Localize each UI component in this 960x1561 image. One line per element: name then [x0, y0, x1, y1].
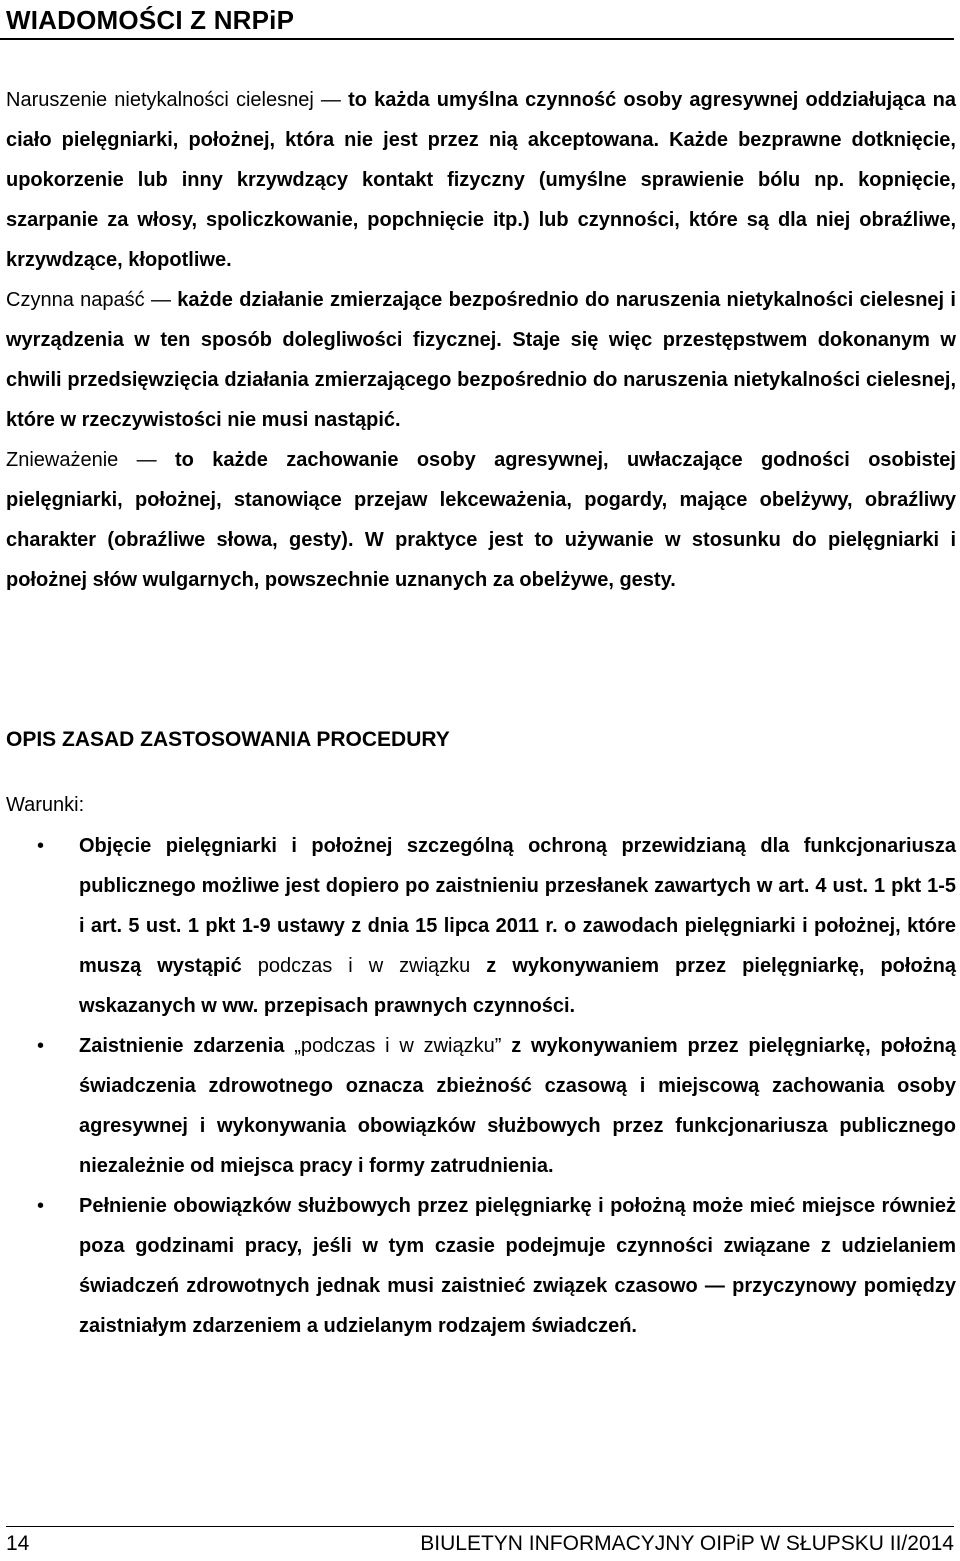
- conditions-label: Warunki:: [6, 794, 85, 816]
- condition-text: Objęcie pielęgniarki i położnej szczególną ochroną przewidzianą dla funkcjonariusza publicznego możliwe jest dopiero po zaistnieniu przesłanek zawartych w art. 4 ust. 1 pkt 1-5 i art. 5 ust. 1 pkt 1-9 ustawy z dnia 15 lipca 2011 r. o zawodach pielęgniarki i położnej, które muszą wystąpić: [79, 835, 956, 977]
- page-title: WIADOMOŚCI Z NRPiP: [6, 5, 295, 35]
- definition-term: Czynna napaść —: [6, 289, 178, 311]
- list-item: [37, 1026, 957, 1186]
- definitions-section: [6, 80, 956, 600]
- condition-text-emphasis: „podczas i w związku”: [294, 1035, 502, 1057]
- footer-divider: [6, 1526, 954, 1527]
- section-heading: OPIS ZASAD ZASTOSOWANIA PROCEDURY: [6, 728, 450, 751]
- bullet-icon: •: [37, 835, 45, 857]
- definition-term: Naruszenie nietykalności cielesnej —: [6, 89, 349, 111]
- definition-text: każde działanie zmierzające bezpośrednio do naruszenia nietykalności cielesnej i wyrządzenia w ten sposób dolegliwości fizycznej. Staje się więc przestępstwem dokonanym w chwili przedsięwzięcia działania zmierzającego bezpośrednio do naruszenia nietykalności cielesnej, które w rzeczywistości nie musi nastąpić.: [6, 289, 956, 431]
- definition-text: to każda umyślna czynność osoby agresywnej oddziałująca na ciało pielęgniarki, położnej, która nie jest przez nią akceptowana. Każde bezprawne dotknięcie, upokorzenie lub inny krzywdzący kontakt fizyczny (umyślne sprawienie bólu np. kopnięcie, szarpanie za włosy, spoliczkowanie, popchnięcie itp.) lub czynności, które są dla niej obraźliwe, krzywdzące, kłopotliwe.: [6, 89, 957, 271]
- condition-text: z wykonywaniem przez pielęgniarkę, położną wskazanych w ww. przepisach prawnych czynności.: [79, 955, 957, 1017]
- page-number: 14: [6, 1532, 30, 1555]
- condition-text-emphasis: podczas i w związku: [257, 955, 471, 977]
- definition-paragraph: [6, 280, 956, 440]
- list-item: [37, 1186, 956, 1346]
- definition-paragraph: [6, 80, 956, 280]
- condition-text: Zaistnienie zdarzenia: [79, 1035, 295, 1057]
- conditions-list: [37, 826, 957, 1346]
- bullet-icon: •: [37, 1195, 45, 1217]
- header-divider: [0, 38, 954, 40]
- condition-text: Pełnienie obowiązków służbowych przez pielęgniarkę i położną może mieć miejsce również poza godzinami pracy, jeśli w tym czasie podejmuje czynności związane z udzielaniem świadczeń zdrowotnych jednak musi zaistnieć związek czasowo — przyczynowy pomiędzy zaistniałym zdarzeniem a udzielanym rodzajem świadczeń.: [79, 1195, 956, 1337]
- definition-term: Znieważenie —: [6, 449, 176, 471]
- bullet-icon: •: [37, 1035, 45, 1057]
- definition-text: to każde zachowanie osoby agresywnej, uwłaczające godności osobistej pielęgniarki, położnej, stanowiące przejaw lekceważenia, pogardy, mające obelżywy, obraźliwy charakter (obraźliwe słowa, gesty). W praktyce jest to używanie w stosunku do pielęgniarki i położnej słów wulgarnych, powszechnie uznanych za obelżywe, gesty.: [6, 449, 956, 591]
- list-item: [37, 826, 957, 1026]
- condition-text: z wykonywaniem przez pielęgniarkę, położną świadczenia zdrowotnego oznacza zbieżność czasową i miejscową zachowania osoby agresywnej i wykonywania obowiązków służbowych przez funkcjonariusza publicznego niezależnie od miejsca pracy i formy zatrudnienia.: [79, 1035, 957, 1177]
- publication-name: BIULETYN INFORMACYJNY OIPiP W SŁUPSKU II/2014: [420, 1532, 954, 1555]
- definition-paragraph: [6, 440, 956, 600]
